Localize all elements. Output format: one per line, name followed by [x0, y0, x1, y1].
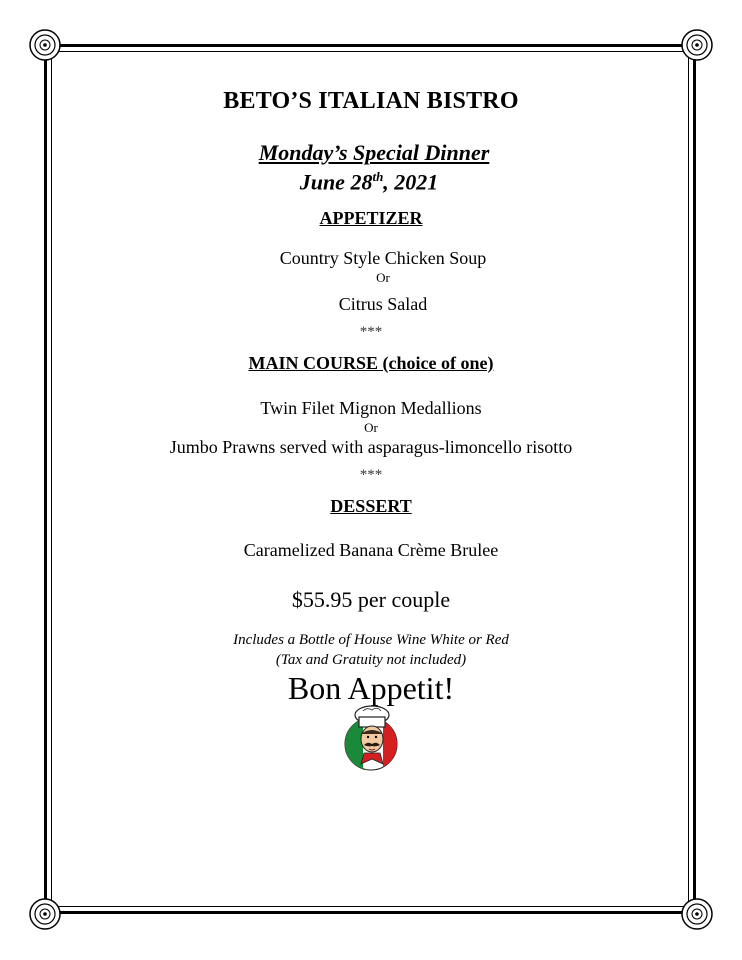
corner-ornament-icon — [680, 28, 714, 62]
appetizer-option: Country Style Chicken Soup — [279, 248, 487, 268]
menu-date — [0, 169, 742, 195]
price: $55.95 per couple — [291, 587, 451, 612]
main-course-or: Or — [364, 420, 378, 435]
wine-note: Includes a Bottle of House Wine White or Red — [233, 632, 509, 648]
closing-greeting: Bon Appetit! — [287, 670, 455, 706]
main-course-heading: MAIN COURSE (choice of one) — [248, 353, 494, 373]
dessert-option: Caramelized Banana Crème Brulee — [243, 540, 499, 560]
main-course-option: Jumbo Prawns served with asparagus-limoncello risotto — [169, 437, 573, 457]
appetizer-option: Citrus Salad — [338, 294, 428, 314]
restaurant-name: BETO’S ITALIAN BISTRO — [223, 88, 519, 114]
main-course-option: Twin Filet Mignon Medallions — [260, 398, 482, 418]
special-title: Monday’s Special Dinner — [258, 140, 490, 165]
date-ordinal: th — [372, 169, 384, 184]
date-text: June 28 — [299, 169, 373, 195]
tax-note: (Tax and Gratuity not included) — [275, 652, 467, 668]
corner-ornament-icon — [28, 28, 62, 62]
appetizer-divider: *** — [359, 324, 383, 340]
corner-ornament-icon — [680, 897, 714, 931]
main-course-divider: *** — [359, 467, 383, 483]
appetizer-or: Or — [376, 270, 390, 285]
appetizer-heading: APPETIZER — [319, 208, 423, 228]
italian-chef-icon — [339, 704, 405, 772]
dessert-heading: DESSERT — [330, 496, 412, 516]
corner-ornament-icon — [28, 897, 62, 931]
date-year: , 2021 — [383, 169, 439, 195]
